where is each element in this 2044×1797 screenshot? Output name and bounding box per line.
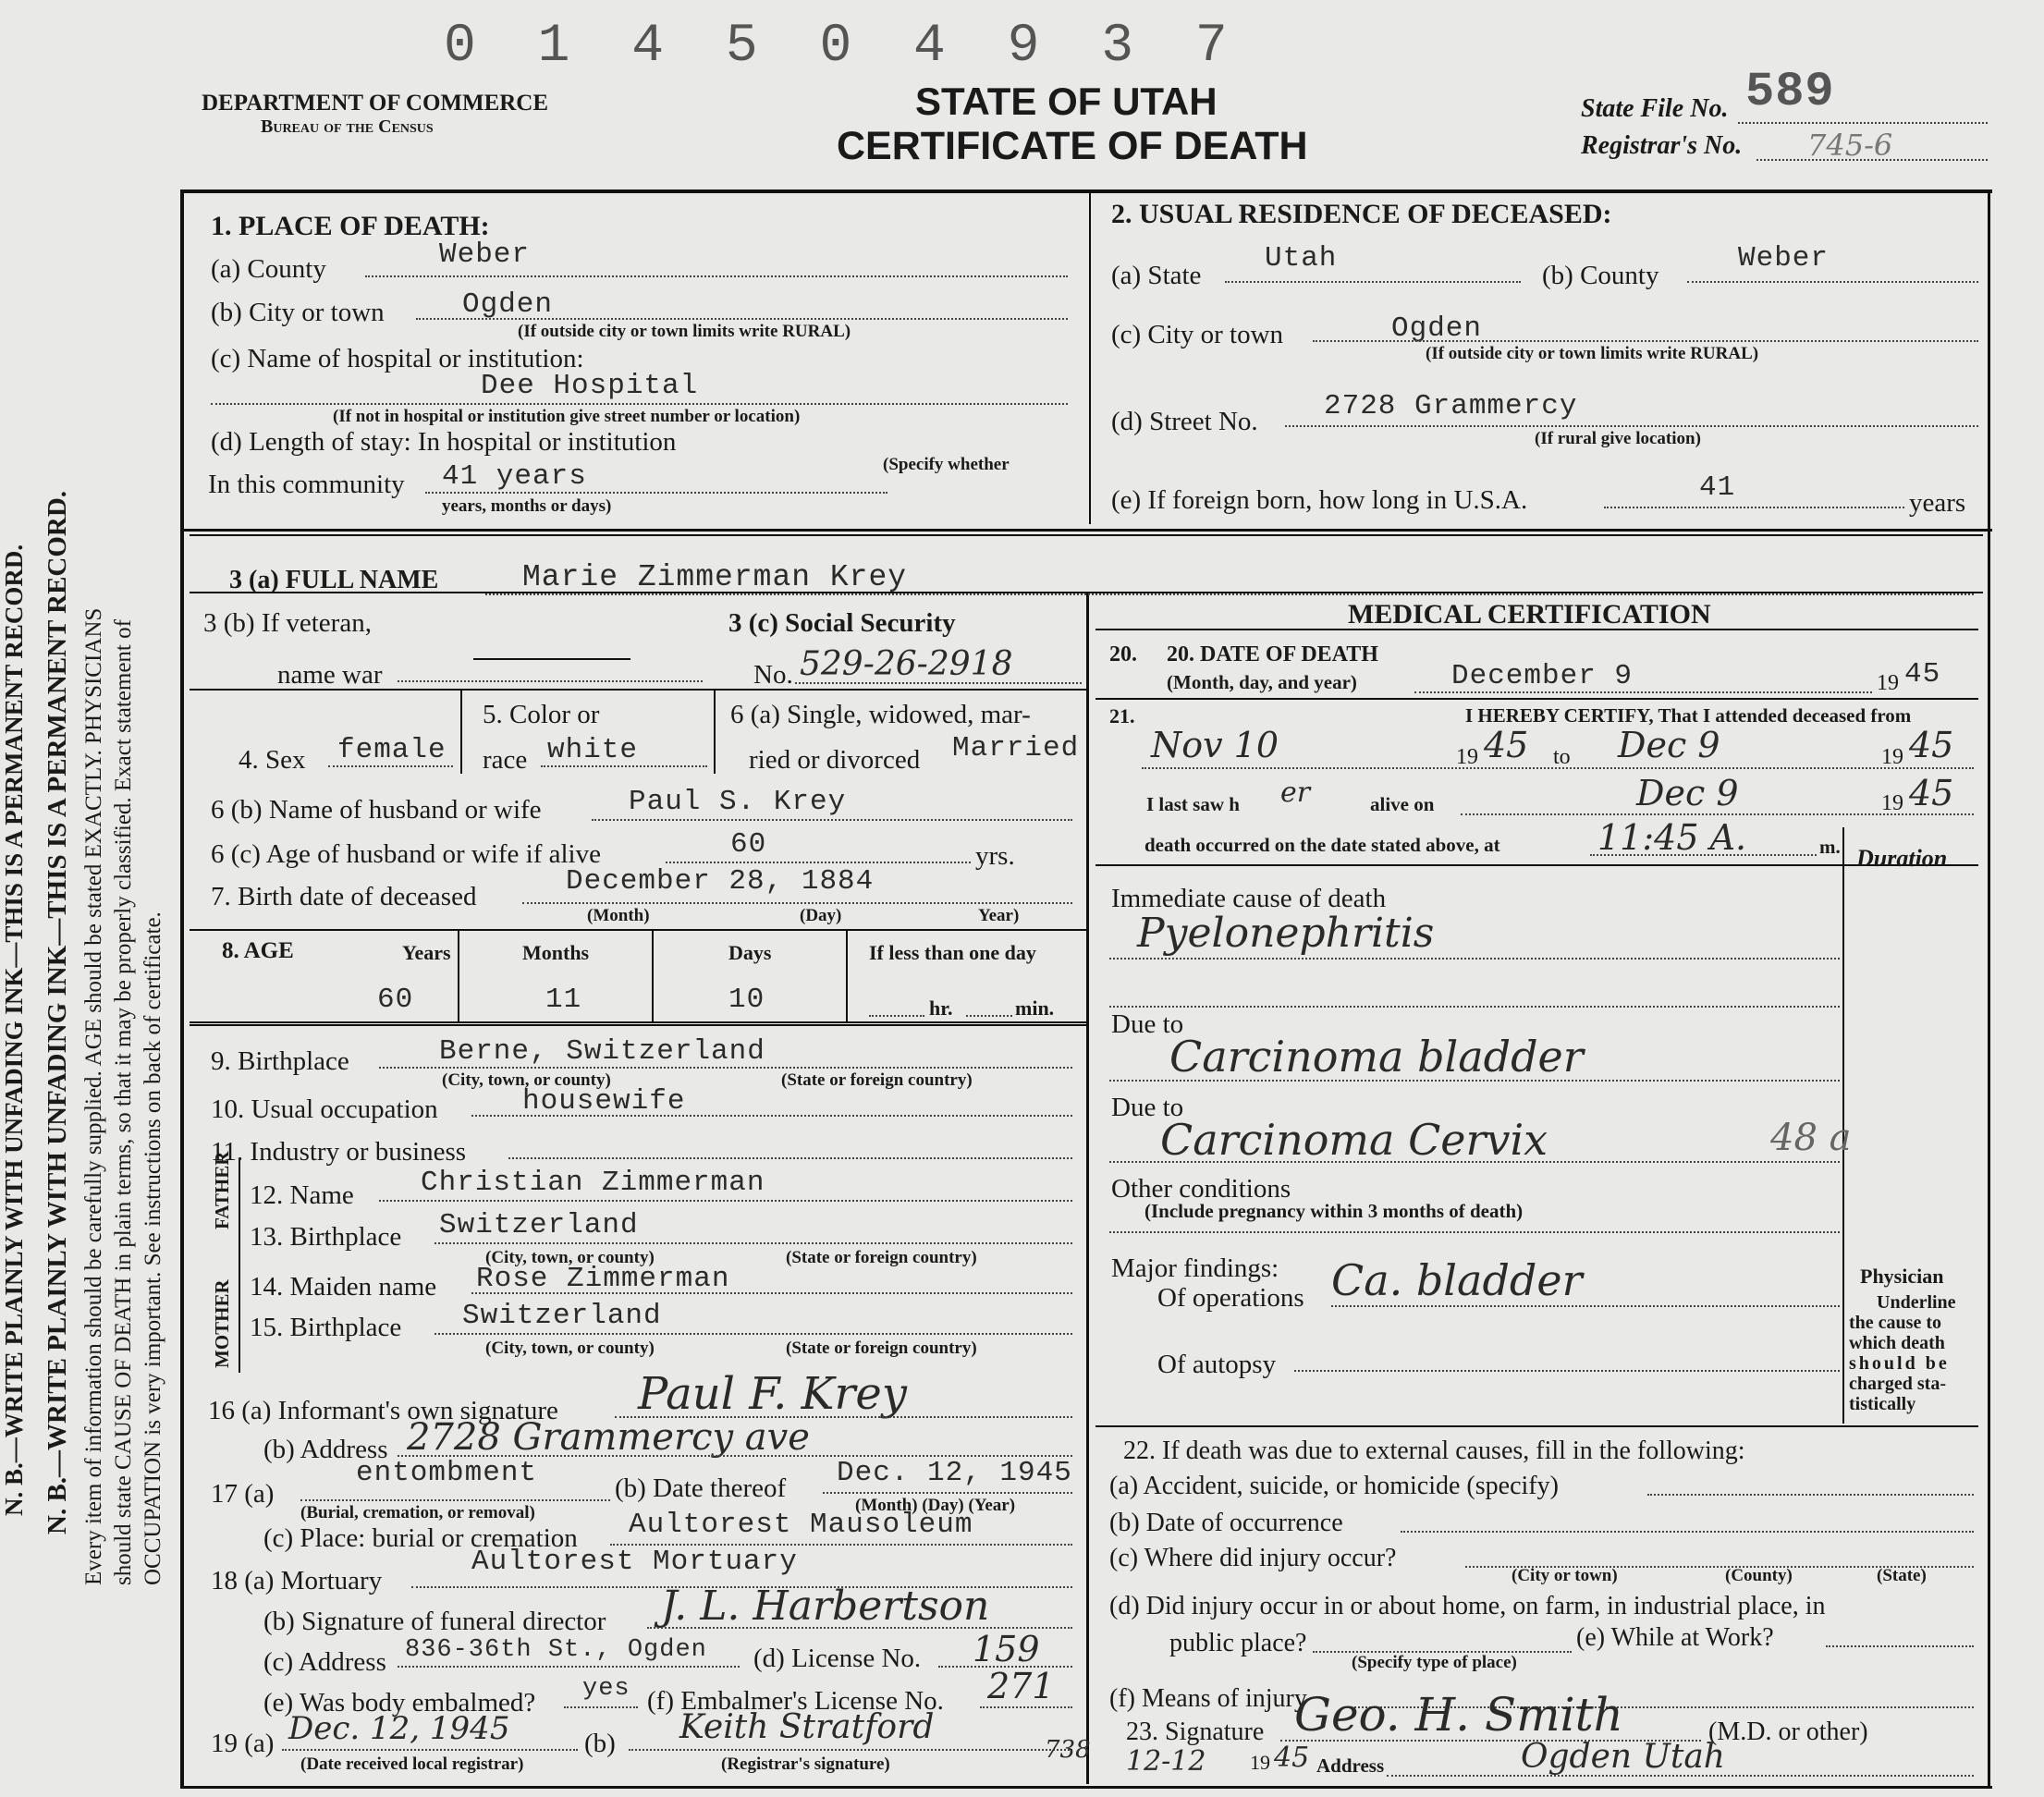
burial-place-label: (c) Place: burial or cremation	[263, 1523, 578, 1553]
major-findings-label: Major findings:	[1111, 1253, 1279, 1283]
res-state-label: (a) State	[1111, 261, 1202, 290]
res-street-label: (d) Street No.	[1111, 407, 1258, 436]
registrar-date-value: Dec. 12, 1945	[288, 1710, 510, 1747]
hospital-note: (If not in hospital or institution give street number or location)	[333, 407, 801, 426]
foreign-value: 41	[1699, 471, 1736, 504]
foreign-years-label: years	[1909, 488, 1966, 518]
ss-no-label: No.	[753, 660, 793, 690]
registrar-signature: Keith Stratford	[679, 1708, 935, 1746]
informant-signature: Paul F. Krey	[638, 1368, 907, 1420]
external-b-label: (b) Date of occurrence	[1109, 1509, 1343, 1537]
informant-address-label: (b) Address	[263, 1435, 388, 1464]
physician-sig-year: 45	[1274, 1742, 1310, 1774]
last-saw-label: I last saw h	[1146, 793, 1240, 815]
birthplace-label: 9. Birthplace	[211, 1046, 349, 1076]
due1-value: Carcinoma bladder	[1169, 1032, 1584, 1082]
duration-heading: Duration	[1856, 845, 1948, 872]
sex-label: 4. Sex	[239, 745, 306, 775]
physician-heading: Physician	[1860, 1265, 1944, 1288]
registrar-sig-label: (b)	[584, 1729, 616, 1758]
registrar-date-note: (Date received local registrar)	[300, 1754, 524, 1774]
mortuary-address-value: 836-36th St., Ogden	[405, 1636, 707, 1664]
age-less-heading: If less than one day	[869, 941, 1036, 964]
informant-address-value: 2728 Grammercy ave	[407, 1416, 810, 1459]
hospital-value: Dee Hospital	[481, 370, 699, 402]
registrar-label: Registrar's No.	[1581, 131, 1743, 160]
medical-heading: MEDICAL CERTIFICATION	[1348, 599, 1711, 630]
father-birthplace-value: Switzerland	[439, 1209, 639, 1241]
color-label: 5. Color or	[483, 700, 600, 729]
physician-address-value: Ogden Utah	[1521, 1738, 1725, 1776]
birth-day-note: (Day)	[800, 906, 842, 925]
residence-heading: 2. USUAL RESIDENCE OF DECEASED:	[1111, 199, 1612, 229]
physician-sig-label: 23. Signature	[1126, 1718, 1265, 1746]
dod-note: (Month, day, and year)	[1167, 671, 1357, 693]
other-label: Other conditions	[1111, 1174, 1291, 1204]
mother-name-label: 14. Maiden name	[250, 1272, 437, 1302]
due2-duration: 48 a	[1770, 1117, 1852, 1159]
margin-instructions-3: OCCUPATION is very important. See instructions on back of certificate.	[141, 911, 165, 1585]
spouse-age-label: 6 (c) Age of husband or wife if alive	[211, 839, 601, 869]
birth-label: 7. Birth date of deceased	[211, 882, 477, 911]
spouse-value: Paul S. Krey	[629, 786, 847, 818]
other-note: (Include pregnancy within 3 months of death)	[1144, 1200, 1524, 1222]
director-label: (b) Signature of funeral director	[263, 1607, 606, 1636]
margin-instructions-1: Every item of information should be carefully supplied. AGE should be stated EXACTLY. PHYSICIANS	[81, 607, 106, 1585]
mortuary-label: 18 (a) Mortuary	[211, 1566, 383, 1595]
physician-note-4: should be	[1849, 1353, 1950, 1374]
foreign-label: (e) If foreign born, how long in U.S.A.	[1111, 485, 1528, 515]
community-label: In this community	[208, 470, 405, 499]
community-value: 41 years	[442, 460, 587, 493]
disposition-date-label: (b) Date thereof	[615, 1473, 787, 1503]
ymd-note: years, months or days)	[442, 496, 612, 516]
mother-name-value: Rose Zimmerman	[476, 1263, 730, 1295]
alive-year: 45	[1909, 773, 1954, 813]
war-label: name war	[277, 660, 383, 690]
time-value: 11:45 A.	[1597, 817, 1747, 858]
veteran-label: 3 (b) If veteran,	[203, 608, 372, 638]
dod-year-prefix: 19	[1877, 671, 1899, 695]
attended-to-year: 45	[1909, 725, 1954, 765]
margin-unfading-ink: N. B.—WRITE PLAINLY WITH UNFADING INK—THIS IS A PERMANENT RECORD.	[43, 490, 72, 1534]
res-street-value: 2728 Grammercy	[1324, 390, 1578, 422]
dod-label: 20. DATE OF DEATH	[1167, 642, 1378, 666]
informant-sig-label: 16 (a) Informant's own signature	[208, 1396, 558, 1425]
state-title: STATE OF UTAH	[915, 79, 1218, 123]
occurred-label: death occurred on the date stated above, at	[1144, 834, 1500, 856]
external-d-label: (d) Did injury occur in or about home, on farm, in industrial place, in	[1109, 1592, 1826, 1620]
burial-place-value: Aultorest Mausoleum	[629, 1509, 973, 1541]
birth-month-note: (Month)	[587, 906, 650, 925]
father-name-value: Christian Zimmerman	[421, 1167, 765, 1199]
father-tag: FATHER	[211, 1151, 233, 1229]
md-label: (M.D. or other)	[1708, 1718, 1868, 1746]
fullname-value: Marie Zimmerman Krey	[522, 560, 908, 594]
margin-instructions-2: should state CAUSE OF DEATH in plain terms, so that it may be properly classified. Exact statement of	[111, 619, 136, 1585]
embalmed-value: yes	[582, 1675, 630, 1703]
race-label: race	[483, 745, 528, 775]
city-value: Ogden	[462, 288, 554, 321]
stay-label: (d) Length of stay: In hospital or institution	[211, 427, 677, 457]
father-bp-state-note: (State or foreign country)	[786, 1248, 977, 1267]
mother-birthplace-label: 15. Birthplace	[250, 1313, 402, 1342]
external-spec-note: (Specify type of place)	[1352, 1653, 1517, 1672]
dod-value: December 9	[1451, 660, 1634, 692]
operations-value: Ca. bladder	[1331, 1255, 1583, 1305]
embalmer-license-label: (f) Embalmer's License No.	[647, 1686, 944, 1716]
occupation-value: housewife	[522, 1085, 686, 1118]
director-signature: J. L. Harbertson	[661, 1583, 990, 1630]
license-value: 159	[973, 1629, 1040, 1669]
city-note: (If outside city or town limits write RURAL)	[518, 322, 851, 341]
physician-note-6: tistically	[1849, 1394, 1916, 1414]
to-19: 19	[1881, 745, 1903, 769]
disposition-note: (Burial, cremation, or removal)	[300, 1503, 535, 1522]
external-d2-label: public place?	[1169, 1629, 1307, 1657]
age-years-heading: Years	[402, 941, 451, 964]
external-heading: 22. If death was due to external causes, fill in the following:	[1123, 1436, 1745, 1465]
physician-sig-date: 12-12	[1126, 1745, 1206, 1778]
age-hr-label: hr.	[929, 996, 953, 1020]
serial-number: 0 1 4 5 0 4 9 3 7	[444, 17, 1242, 77]
age-days-heading: Days	[728, 941, 772, 964]
external-state-note: (State)	[1877, 1566, 1927, 1585]
registrar-date-number: 19 (a)	[211, 1729, 275, 1758]
alive-19: 19	[1881, 791, 1903, 815]
external-a-label: (a) Accident, suicide, or homicide (specify)	[1109, 1472, 1559, 1500]
res-county-label: (b) County	[1542, 261, 1659, 290]
age-label: 8. AGE	[222, 938, 294, 963]
father-bp-city-note: (City, town, or county)	[485, 1248, 655, 1267]
county-value: Weber	[439, 238, 531, 271]
father-name-label: 12. Name	[250, 1180, 354, 1210]
physician-address-label: Address	[1316, 1754, 1385, 1777]
certificate-title: CERTIFICATE OF DEATH	[837, 124, 1308, 168]
birthplace-value: Berne, Switzerland	[439, 1035, 765, 1068]
state-file-value: 589	[1745, 65, 1835, 119]
res-city-note: (If outside city or town limits write RURAL)	[1426, 344, 1759, 363]
res-state-value: Utah	[1265, 242, 1338, 275]
physician-note-5: charged sta-	[1849, 1374, 1946, 1394]
external-e-label: (e) While at Work?	[1576, 1623, 1774, 1652]
disposition-value: entombment	[356, 1457, 538, 1489]
birth-year-note: Year)	[978, 906, 1020, 925]
res-street-note: (If rural give location)	[1535, 429, 1701, 448]
state-file-label: State File No.	[1581, 94, 1729, 123]
place-heading: 1. PLACE OF DEATH:	[211, 211, 490, 241]
age-years-value: 60	[377, 984, 414, 1016]
operations-label: Of operations	[1157, 1283, 1304, 1313]
to-label: to	[1553, 745, 1571, 769]
physician-note-1: Underline	[1877, 1292, 1956, 1313]
margin-permanent-record: N. B.—WRITE PLAINLY WITH UNFADING INK—THIS IS A PERMANENT RECORD.	[0, 544, 28, 1516]
specify-note: (Specify whether	[883, 455, 1010, 474]
mother-tag: MOTHER	[211, 1279, 233, 1368]
age-months-heading: Months	[522, 941, 590, 964]
bureau-label: Bureau of the Census	[261, 116, 434, 137]
res-city-value: Ogden	[1391, 312, 1483, 345]
father-birthplace-label: 13. Birthplace	[250, 1222, 402, 1252]
alive-on-label: alive on	[1370, 793, 1435, 815]
immediate-value: Pyelonephritis	[1137, 910, 1435, 957]
county-label: (a) County	[211, 254, 326, 284]
embalmer-license-value: 271	[987, 1666, 1055, 1706]
yrs-label: yrs.	[975, 841, 1015, 871]
res-county-value: Weber	[1738, 242, 1830, 275]
marital-label-1: 6 (a) Single, widowed, mar-	[730, 700, 1031, 729]
spouse-age-value: 60	[730, 828, 767, 861]
marital-label-2: ried or divorced	[749, 745, 921, 775]
cert-text: I HEREBY CERTIFY, That I attended deceased from	[1465, 704, 1912, 727]
department-label: DEPARTMENT OF COMMERCE	[202, 91, 549, 116]
immediate-label: Immediate cause of death	[1111, 884, 1387, 913]
spouse-label: 6 (b) Name of husband or wife	[211, 795, 542, 825]
due2-label: Due to	[1111, 1093, 1184, 1122]
occupation-label: 10. Usual occupation	[211, 1094, 438, 1124]
dod-year: 45	[1904, 658, 1941, 691]
fullname-label: 3 (a) FULL NAME	[229, 566, 439, 594]
hospital-label: (c) Name of hospital or institution:	[211, 344, 584, 373]
physician-signature: Geo. H. Smith	[1294, 1688, 1623, 1742]
ss-value: 529-26-2918	[800, 645, 1013, 683]
attended-from-year: 45	[1484, 725, 1529, 765]
marital-value: Married	[952, 732, 1080, 764]
from-19: 19	[1456, 745, 1478, 769]
birth-value: December 28, 1884	[566, 865, 875, 898]
due1-label: Due to	[1111, 1009, 1184, 1039]
ss-label: 3 (c) Social Security	[728, 608, 956, 638]
birthplace-state-note: (State or foreign country)	[781, 1070, 973, 1090]
mother-bp-city-note: (City, town, or county)	[485, 1339, 655, 1358]
m-label: m.	[1819, 836, 1841, 858]
cert-num: 21.	[1109, 704, 1135, 727]
res-city-label: (c) City or town	[1111, 320, 1284, 349]
physician-note-3: which death	[1849, 1333, 1945, 1353]
industry-label: 11. Industry or business	[211, 1137, 467, 1167]
physician-sig-19: 19	[1250, 1751, 1270, 1774]
mortuary-value: Aultorest Mortuary	[471, 1546, 798, 1578]
attended-to: Dec 9	[1618, 725, 1720, 765]
physician-note-2: the cause to	[1849, 1313, 1941, 1333]
registrar-sig-note: (Registrar's signature)	[721, 1754, 890, 1774]
external-f-label: (f) Means of injury	[1109, 1684, 1307, 1713]
embalmed-label: (e) Was body embalmed?	[263, 1688, 536, 1718]
mother-birthplace-value: Switzerland	[462, 1300, 662, 1332]
license-label: (d) License No.	[753, 1644, 922, 1673]
external-county-note: (County)	[1725, 1566, 1793, 1585]
last-saw-her: er	[1280, 776, 1311, 809]
dod-num: 20.	[1109, 642, 1137, 666]
age-months-value: 11	[545, 984, 582, 1016]
mother-bp-state-note: (State or foreign country)	[786, 1339, 977, 1358]
registrar-extra: 738	[1045, 1736, 1091, 1764]
race-value: white	[547, 734, 639, 766]
city-label: (b) City or town	[211, 298, 385, 327]
age-min-label: min.	[1015, 996, 1055, 1020]
autopsy-label: Of autopsy	[1157, 1350, 1277, 1379]
external-city-note: (City or town)	[1512, 1566, 1618, 1585]
birthplace-city-note: (City, town, or county)	[442, 1070, 611, 1090]
disposition-date-note: (Month) (Day) (Year)	[855, 1496, 1016, 1515]
external-c-label: (c) Where did injury occur?	[1109, 1544, 1397, 1572]
disposition-number: 17 (a)	[211, 1479, 275, 1509]
alive-on-value: Dec 9	[1636, 773, 1739, 813]
sex-value: female	[337, 734, 447, 766]
registrar-value: 745-6	[1807, 128, 1893, 163]
due2-value: Carcinoma Cervix	[1160, 1115, 1548, 1165]
attended-from: Nov 10	[1151, 725, 1279, 765]
mortuary-address-label: (c) Address	[263, 1647, 386, 1677]
age-days-value: 10	[728, 984, 765, 1016]
disposition-date-value: Dec. 12, 1945	[837, 1457, 1072, 1489]
